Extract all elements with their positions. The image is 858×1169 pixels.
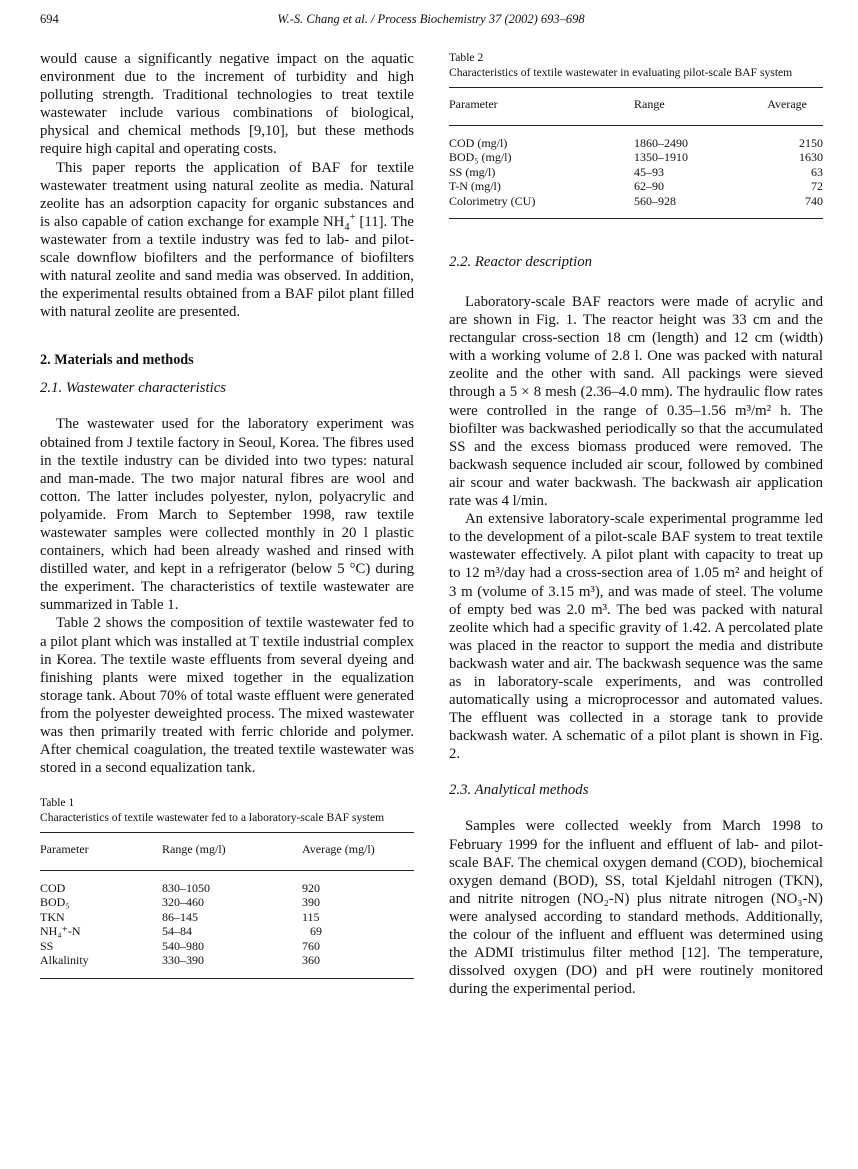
table2 — [449, 87, 823, 219]
subsection-heading-wastewater: 2.1. Wastewater characteristics — [40, 380, 227, 397]
table-row: SS 540–980 760 — [40, 938, 320, 953]
table-row: NH₄⁺-N 54–84 69 — [40, 924, 322, 939]
table-row: Colorimetry (CU) 560–928 740 — [449, 193, 823, 208]
table1 — [40, 832, 414, 979]
table1-header: Parameter — [40, 833, 162, 871]
table1-header: Average (mg/l) — [302, 833, 414, 871]
table1-label: Table 1 — [40, 796, 75, 810]
page-number: 694 — [40, 12, 59, 26]
page-header — [40, 12, 822, 32]
table-row: BOD₅ 320–460 390 — [40, 895, 320, 910]
table2-caption-text: Characteristics of textile wastewater in evaluating pilot-scale BAF system — [449, 66, 793, 79]
table-row: BOD₅ (mg/l) 1350–1910 1630 — [449, 150, 823, 164]
table-row: TKN 86–145 115 — [40, 909, 320, 924]
table2-caption — [449, 50, 823, 80]
table-row: SS (mg/l) 45–93 63 — [449, 164, 823, 179]
table2-description-paragraph: Table 2 shows the composition of textile wastewater fed to a pilot plant which was installed at T textile industrial complex in Korea. The textile waste effluents from several dyeing and finishing plants were mixed together in the equalization storage tank. About 70% of total waste effluent were generated from the polyester deweighted process. The mixed wastewater was then primarily treated with ferric chloride and polymer. After chemical coagulation, the treated textile wastewater was stored in a second equalization tank. — [40, 615, 414, 777]
table-row: T-N (mg/l) 62–90 72 — [449, 179, 823, 193]
table2-header: Average — [744, 88, 823, 126]
table2-header: Range — [634, 88, 744, 126]
table1-header: Range (mg/l) — [162, 833, 302, 871]
subsection-heading-reactor: 2.2. Reactor description — [449, 254, 593, 270]
table2-header: Parameter — [449, 88, 634, 126]
table-row: COD (mg/l) 1860–2490 2150 — [449, 135, 823, 150]
table-row: Alkalinity 330–390 360 — [40, 953, 320, 968]
analytical-paragraph: Samples were collected weekly from March 1998 to February 1999 for the influent and effluent of lab- and pilot-scale BAF. The chemical oxygen demand (COD), biochemical oxygen demand (BOD), SS, total Kjeldahl nitrogen (TKN), and nitrite nitrogen (NO₂-N) plus nitrate nitrogen (NO₃-N) were analysed according to standard methods. Additionally, the colour of the influent and effluent was determined using the ADMI tristimulus filter method [12]. The temperature, dissolved oxygen (DO) and pH were routinely monitored during the experimental period. — [449, 818, 823, 998]
this-paper-paragraph: This paper reports the application of BAF for textile wastewater treatment using natural zeolite as media. Natural zeolite has an adsorption capacity for organic substances and is also capable of cation exchange for example $NH_4^+$ [11]. The wastewater from a textile industry was fed to lab- and pilot-scale downflow biofilters and the performance of biofilters with natural zeolite and sand media was observed. In addition, the experimental results obtained from a BAF pilot plant filled with natural zeolite are presented. — [40, 159, 415, 321]
section-heading-materials-methods: 2. Materials and methods — [40, 352, 194, 369]
table1-caption — [40, 795, 414, 825]
left-column — [40, 50, 414, 979]
table1-caption-text: Characteristics of textile wastewater fed to a laboratory-scale BAF system — [40, 811, 385, 825]
right-column — [449, 50, 823, 998]
table2-label: Table 2 — [449, 51, 484, 64]
intro-paragraph-continued: would cause a significantly negative impact on the aquatic environment due to the increment of turbidity and high polluting strength. Traditional technologies to treat textile wastewater include various combinations of biological, physical and chemical methods [9,10], but these methods require high capital and operating costs. — [40, 51, 414, 158]
running-title: W.-S. Chang et al. / Process Biochemistry 37 (2002) 693–698 — [277, 12, 585, 26]
table-row: COD 830–1050 920 — [40, 880, 320, 895]
subsection-heading-analytical: 2.3. Analytical methods — [449, 782, 589, 799]
reactor-paragraph: Laboratory-scale BAF reactors were made of acrylic and are shown in Fig. 1. The reactor height was 33 cm and the rectangular cross-section 18 cm (length) and 12 cm (width) with a working volume of 2.8 l. One was packed with natural zeolite and the other with sand. All packings were sieved through a 5 × 8 mesh (2.36–4.0 mm). The hydraulic flow rates were controlled in the range of 0.35–1.56 m³/m² h. The biofilter was backwashed periodically so that the accumulated SS and the excess biomass produced were removed. The backwash sequence included air scour, followed by combined air scour and water backwash. The backwash air application rate was 4 l/min. — [449, 294, 823, 510]
pilot-plant-paragraph: An extensive laboratory-scale experimental programme led to the development of a pilot-scale BAF system to treat textile wastewater effectively. A pilot plant with capacity to treat up to 12 m³/day had a cross-section area of 1.05 m² and height of 3 m (volume of 3.15 m³), and was made of steel. The volume of empty bed was 2.0 m³. The bed was packed with natural zeolite which had a specific gravity of 1.42. A percolated plate was placed in the reactor to support the media and distribute backwash water and air. The backwash sequence was the same as in laboratory-scale experiments, and was controlled automatically using a microprocessor and automated values. The effluent was collected in a storage tank to provide backwash water. A schematic of a pilot plant is shown in Fig. 2. — [449, 511, 823, 763]
wastewater-paragraph: The wastewater used for the laboratory experiment was obtained from J textile factory in Seoul, Korea. The fibres used in the textile industry can be divided into two types: natural and man-made. The two major natural fibres are wool and cotton. The latter includes polyester, nylon, polyacrylic and polyamide. From March to September 1998, raw textile wastewater samples were collected monthly in 20 l plastic containers, which had been already washed and rinsed with distilled water, and kept in a refrigerator (below 5 °C) during the experiment. The characteristics of textile wastewater are summarized in Table 1. — [40, 416, 414, 614]
